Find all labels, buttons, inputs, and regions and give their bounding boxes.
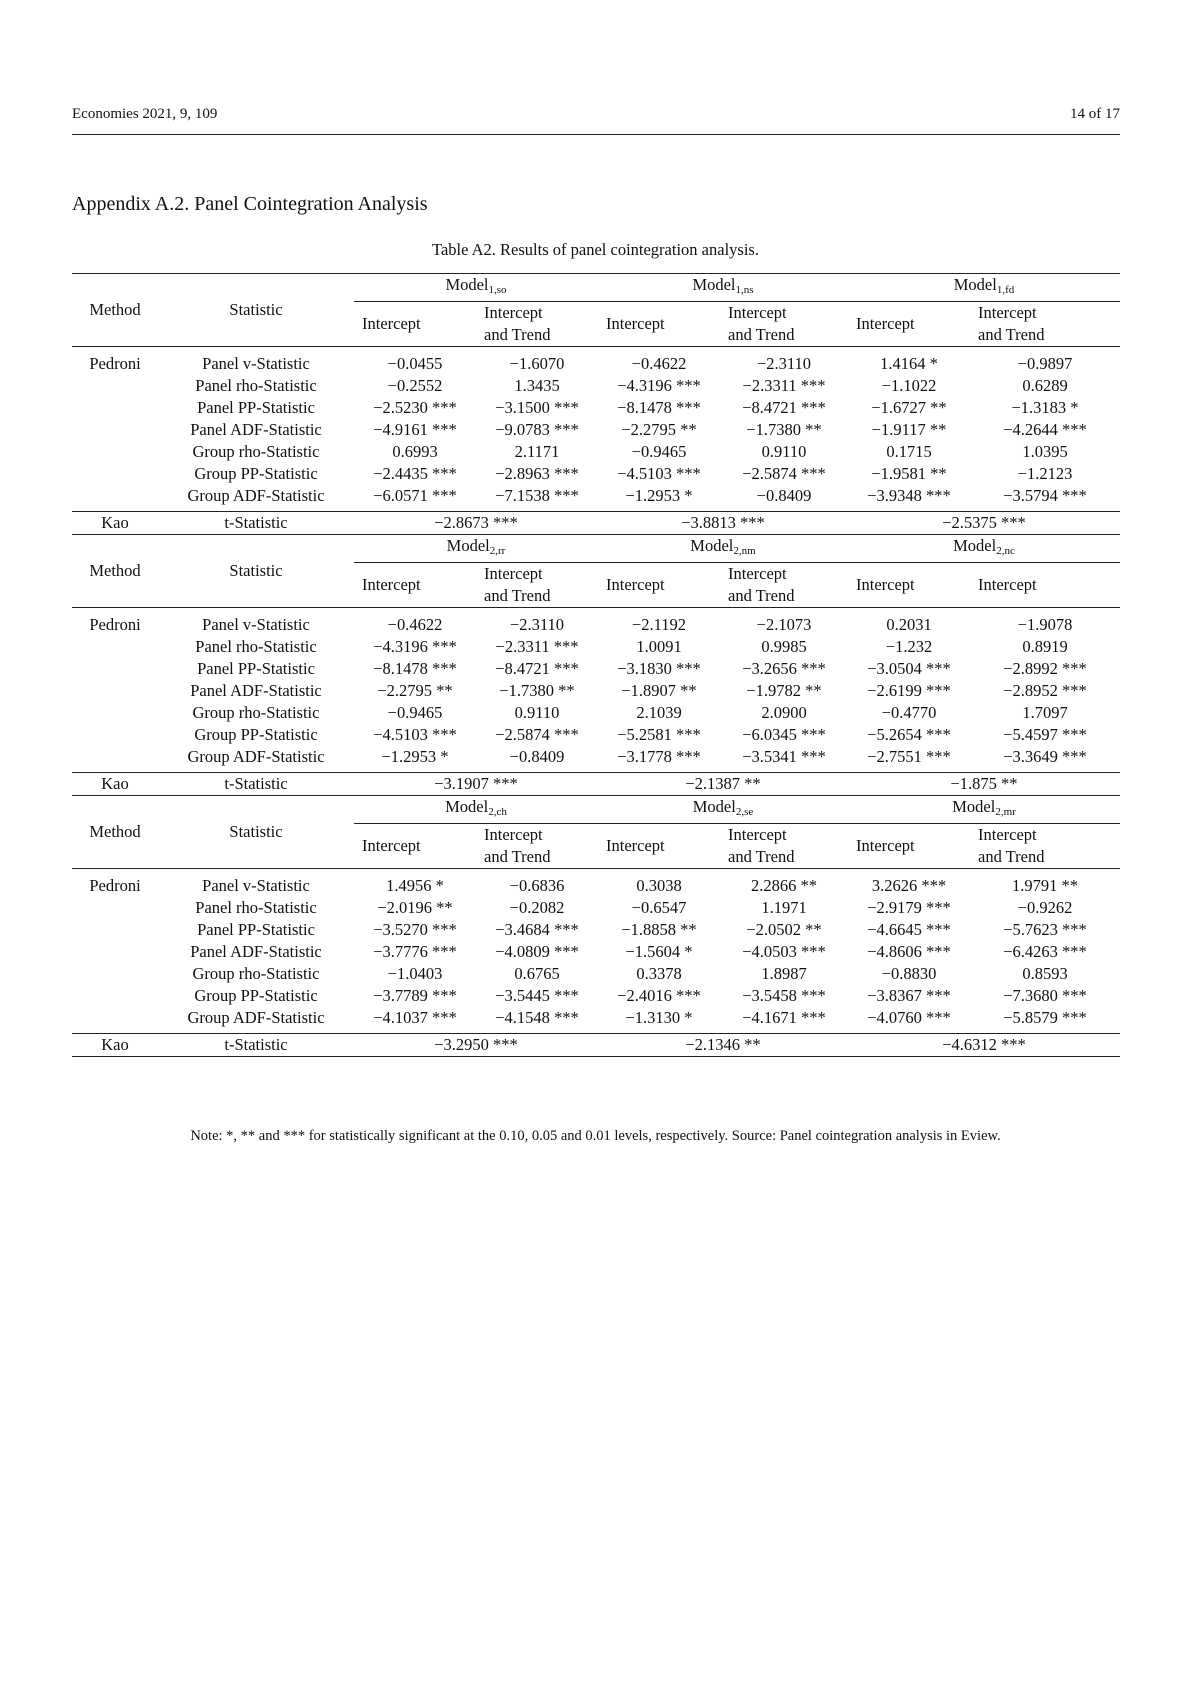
value-cell: −4.5103 *** [617,464,701,483]
header-line: and Trend [484,325,551,344]
value-cell: −1.8907 ** [621,681,697,700]
value-cell: −1.5604 * [625,942,693,961]
page-number: 14 of 17 [1070,106,1120,122]
model-header [848,535,1120,563]
model-name: Model [445,275,489,294]
value-cell: −0.9465 [387,703,443,722]
value-cell: −0.2082 [509,898,565,917]
value-cell: −1.6070 [476,347,598,376]
header-line: Intercept [728,564,787,583]
model-subscript: 2,rr [489,545,506,557]
table-row [72,941,1120,963]
model-header-row [72,535,1120,563]
statistic-cell: Group ADF-Statistic [187,486,325,505]
table-note: Note: *, ** and *** for statistically significant at the 0.10, 0.05 and 0.01 levels, respectively. Source: Panel cointegration analysis in Eview. [190,1128,1001,1144]
statistic-cell: Group rho-Statistic [192,964,320,983]
model-subscript: 1,so [488,284,507,296]
model-header [354,274,598,302]
model-name: Model [952,797,996,816]
value-cell: −4.5103 *** [373,725,457,744]
empty-cell [72,463,158,485]
table-row [72,375,1120,397]
intercept-header: Intercept [362,575,421,594]
method-cell: Pedroni [72,869,158,898]
method-header: Method [89,561,141,580]
statistic-cell: Group ADF-Statistic [187,1008,325,1027]
table-row [72,963,1120,985]
value-cell: −3.5270 *** [373,920,457,939]
empty-cell [72,941,158,963]
model-subscript: 1,fd [996,284,1015,296]
model-header [848,796,1120,824]
empty-cell [72,985,158,1007]
table-row [72,1007,1120,1034]
value-cell: −2.5230 *** [373,398,457,417]
method-cell: Kao [72,773,158,796]
value-cell: −3.2950 *** [354,1034,598,1057]
method-header: Method [89,822,141,841]
table-row [72,680,1120,702]
kao-row [72,773,1120,796]
table-row [72,724,1120,746]
value-cell: −1.2953 * [381,747,449,766]
value-cell: 1.7097 [1022,703,1068,722]
model-header [598,535,848,563]
value-cell: −2.3311 *** [742,376,826,395]
value-cell: −3.0504 *** [867,659,951,678]
intercept-header: Intercept [362,836,421,855]
model-header-row [72,274,1120,302]
value-cell: −2.8992 *** [1003,659,1087,678]
model-subscript: 2,nm [733,545,756,557]
table-row [72,636,1120,658]
value-cell: −8.1478 *** [617,398,701,417]
value-cell: 0.8593 [1022,964,1068,983]
table-caption: Table A2. Results of panel cointegration analysis. [432,240,759,259]
value-cell: −0.9897 [970,347,1120,376]
value-cell: −2.2795 ** [377,681,453,700]
value-cell: −2.1346 ** [598,1034,848,1057]
statistic-cell: t-Statistic [158,512,354,535]
statistic-cell: t-Statistic [158,773,354,796]
value-cell: −0.4770 [881,703,937,722]
empty-cell [72,419,158,441]
value-cell: 1.8987 [761,964,807,983]
intercept-trend-header [970,302,1120,347]
empty-cell [72,636,158,658]
empty-cell [72,897,158,919]
table-row [72,897,1120,919]
value-cell: −2.8952 *** [1003,681,1087,700]
table-row [72,658,1120,680]
value-cell: −3.5794 *** [1003,486,1087,505]
intercept-header: Intercept [856,314,915,333]
value-cell: 0.8919 [1022,637,1068,656]
intercept-header: Intercept [606,836,665,855]
value-cell: −0.2552 [387,376,443,395]
statistic-cell: Group ADF-Statistic [187,747,325,766]
intercept-trend-header [476,824,598,869]
value-cell: −5.2654 *** [867,725,951,744]
value-cell: 0.9985 [761,637,807,656]
statistic-cell: t-Statistic [158,1034,354,1057]
table-row [72,608,1120,637]
journal-citation: Economies 2021, 9, 109 [72,106,218,122]
value-cell: −2.5375 *** [848,512,1120,535]
intercept-trend-header [970,824,1120,869]
statistic-cell: Panel PP-Statistic [197,659,315,678]
value-cell: −0.4622 [354,608,476,637]
value-cell: −1.1022 [881,376,937,395]
table-row [72,485,1120,512]
value-cell: −2.3311 *** [495,637,579,656]
value-cell: 0.6993 [392,442,438,461]
model-name: Model [445,797,489,816]
method-cell: Pedroni [72,608,158,637]
table-row [72,441,1120,463]
table-row [72,419,1120,441]
value-cell: −5.2581 *** [617,725,701,744]
value-cell: 0.1715 [886,442,932,461]
value-cell: 2.1039 [636,703,682,722]
value-cell: 2.1171 [514,442,560,461]
statistic-cell: Panel v-Statistic [158,608,354,637]
table-row [72,397,1120,419]
value-cell: −0.6836 [476,869,598,898]
model-name: Model [692,275,736,294]
intercept-header: Intercept [606,575,665,594]
value-cell: −1.875 ** [848,773,1120,796]
statistic-header: Statistic [158,274,354,347]
statistic-cell: Panel rho-Statistic [195,637,317,656]
value-cell: −1.9581 ** [871,464,947,483]
intercept-trend-header [720,302,848,347]
value-cell: −5.7623 *** [1003,920,1087,939]
empty-cell [72,375,158,397]
intercept-header: Intercept [362,314,421,333]
value-cell: −4.1037 *** [373,1008,457,1027]
model-name: Model [690,536,734,555]
value-cell: −7.3680 *** [1003,986,1087,1005]
model-header [848,274,1120,302]
header-line: Intercept [728,825,787,844]
cointegration-table [72,273,1120,1057]
model-subscript: 2,mr [995,806,1016,818]
value-cell: −3.8813 *** [598,512,848,535]
statistic-cell: Panel v-Statistic [158,869,354,898]
empty-cell [72,724,158,746]
value-cell: −8.4721 *** [742,398,826,417]
value-cell: −1.232 [885,637,933,656]
intercept-trend-header [476,302,598,347]
value-cell: −4.3196 *** [617,376,701,395]
value-cell: −2.4016 *** [617,986,701,1005]
value-cell: −2.5874 *** [495,725,579,744]
value-cell: 1.1971 [761,898,807,917]
value-cell: 0.9110 [514,703,560,722]
value-cell: −1.2123 [1017,464,1073,483]
value-cell: −2.6199 *** [867,681,951,700]
value-cell: −2.1073 [720,608,848,637]
statistic-cell: Panel ADF-Statistic [190,942,322,961]
header-line: Intercept [978,303,1037,322]
value-cell: −1.8858 ** [621,920,697,939]
value-cell: 0.6765 [514,964,560,983]
model-header [598,796,848,824]
value-cell: −4.6312 *** [848,1034,1120,1057]
table-row [72,702,1120,724]
value-cell: −2.3110 [720,347,848,376]
value-cell: −4.3196 *** [373,637,457,656]
header-line: and Trend [484,586,551,605]
value-cell: 1.0091 [636,637,682,656]
empty-cell [72,397,158,419]
value-cell: −3.5458 *** [742,986,826,1005]
intercept-trend-header [720,824,848,869]
table-row [72,463,1120,485]
value-cell: −8.4721 *** [495,659,579,678]
statistic-cell: Panel rho-Statistic [195,898,317,917]
model-name: Model [446,536,490,555]
value-cell: −2.1192 [598,608,720,637]
empty-cell [72,441,158,463]
value-cell: −6.0345 *** [742,725,826,744]
header-line: and Trend [978,325,1045,344]
value-cell: −3.5445 *** [495,986,579,1005]
empty-cell [72,702,158,724]
intercept-trend-header [720,563,848,608]
table-row [72,985,1120,1007]
value-cell: −4.2644 *** [1003,420,1087,439]
value-cell: −4.0760 *** [867,1008,951,1027]
value-cell: 0.3038 [598,869,720,898]
value-cell: −1.7380 ** [499,681,575,700]
empty-cell [72,680,158,702]
value-cell: −2.9179 *** [867,898,951,917]
value-cell: −2.7551 *** [867,747,951,766]
model-name: Model [953,275,997,294]
value-cell: −1.9078 [970,608,1120,637]
value-cell: −8.1478 *** [373,659,457,678]
intercept-header: Intercept [856,836,915,855]
value-cell: −4.0503 *** [742,942,826,961]
method-cell: Pedroni [72,347,158,376]
value-cell: −3.1907 *** [354,773,598,796]
value-cell: −6.0571 *** [373,486,457,505]
header-line: Intercept [978,825,1037,844]
model-header [598,274,848,302]
value-cell: −6.4263 *** [1003,942,1087,961]
value-cell: −3.5341 *** [742,747,826,766]
value-cell: −0.9465 [631,442,687,461]
value-cell: −7.1538 *** [495,486,579,505]
value-cell: −2.4435 *** [373,464,457,483]
empty-cell [72,963,158,985]
value-cell: −2.3110 [476,608,598,637]
value-cell: −1.9782 ** [746,681,822,700]
model-header-row [72,796,1120,824]
header-line: Intercept [484,303,543,322]
header-line: Intercept [484,825,543,844]
statistic-cell: Panel ADF-Statistic [190,681,322,700]
value-cell: −1.3183 * [1011,398,1079,417]
header-line: Intercept [484,564,543,583]
section-title: Appendix A.2. Panel Cointegration Analysis [72,193,428,215]
value-cell: −1.2953 * [625,486,693,505]
value-cell: −3.1830 *** [617,659,701,678]
method-cell: Kao [72,1034,158,1057]
value-cell: −1.3130 * [625,1008,693,1027]
kao-row [72,512,1120,535]
value-cell: 1.4164 * [848,347,970,376]
value-cell: −4.8606 *** [867,942,951,961]
value-cell: −3.1500 *** [495,398,579,417]
statistic-cell: Group PP-Statistic [194,725,318,744]
value-cell: −2.8963 *** [495,464,579,483]
value-cell: −1.7380 ** [746,420,822,439]
value-cell: 3.2626 *** [848,869,970,898]
value-cell: 1.3435 [514,376,560,395]
value-cell: −9.0783 *** [495,420,579,439]
value-cell: 0.3378 [636,964,682,983]
header-line: and Trend [728,586,795,605]
value-cell: −2.1387 ** [598,773,848,796]
statistic-cell: Group rho-Statistic [192,442,320,461]
statistic-cell: Panel ADF-Statistic [190,420,322,439]
value-cell: −3.2656 *** [742,659,826,678]
statistic-cell: Group PP-Statistic [194,986,318,1005]
value-cell: −3.7789 *** [373,986,457,1005]
value-cell: −0.8409 [509,747,565,766]
value-cell: −2.8673 *** [354,512,598,535]
statistic-cell: Group PP-Statistic [194,464,318,483]
value-cell: −1.6727 ** [871,398,947,417]
header-line: and Trend [728,325,795,344]
model-subscript: 2,se [735,806,754,818]
method-cell: Kao [72,512,158,535]
value-cell: 2.0900 [761,703,807,722]
value-cell: 2.2866 ** [720,869,848,898]
model-header [354,535,598,563]
method-header: Method [72,274,158,347]
value-cell: −4.0809 *** [495,942,579,961]
running-header [72,104,1120,135]
table-row [72,347,1120,376]
value-cell: 1.4956 * [354,869,476,898]
value-cell: −3.3649 *** [1003,747,1087,766]
statistic-cell: Panel v-Statistic [158,347,354,376]
header-line: Intercept [728,303,787,322]
model-header [354,796,598,824]
intercept-header: Intercept [606,314,665,333]
empty-cell [72,746,158,773]
value-cell: 1.0395 [1022,442,1068,461]
value-cell: −4.1671 *** [742,1008,826,1027]
header-line: and Trend [728,847,795,866]
value-cell: −2.5874 *** [742,464,826,483]
value-cell: −2.0196 ** [377,898,453,917]
value-cell: −0.4622 [598,347,720,376]
statistic-cell: Group rho-Statistic [192,703,320,722]
value-cell: −3.9348 *** [867,486,951,505]
model-subscript: 2,ch [488,806,507,818]
table-row [72,746,1120,773]
model-subscript: 2,nc [996,545,1015,557]
statistic-header: Statistic [229,822,283,841]
value-cell: −1.9117 ** [871,420,947,439]
value-cell: 0.2031 [848,608,970,637]
value-cell: −4.1548 *** [495,1008,579,1027]
value-cell: −3.1778 *** [617,747,701,766]
value-cell: −5.8579 *** [1003,1008,1087,1027]
kao-row [72,1034,1120,1057]
model-name: Model [953,536,997,555]
model-subscript: 1,ns [735,284,754,296]
value-cell: −4.6645 *** [867,920,951,939]
intercept-header: Intercept [978,575,1037,594]
statistic-cell: Panel rho-Statistic [195,376,317,395]
value-cell: −0.8830 [881,964,937,983]
empty-cell [72,1007,158,1034]
value-cell: −0.6547 [631,898,687,917]
value-cell: −3.7776 *** [373,942,457,961]
value-cell: −2.0502 ** [746,920,822,939]
empty-cell [72,919,158,941]
value-cell: 0.9110 [761,442,807,461]
table-row [72,869,1120,898]
statistic-header: Statistic [229,561,283,580]
value-cell: −0.9262 [1017,898,1073,917]
header-line: and Trend [978,847,1045,866]
header-line: and Trend [484,847,551,866]
statistic-cell: Panel PP-Statistic [197,398,315,417]
model-name: Model [692,797,736,816]
value-cell: −0.8409 [756,486,812,505]
intercept-trend-header [476,563,598,608]
value-cell: −3.8367 *** [867,986,951,1005]
value-cell: −5.4597 *** [1003,725,1087,744]
value-cell: 1.9791 ** [970,869,1120,898]
value-cell: −1.0403 [387,964,443,983]
value-cell: −2.2795 ** [621,420,697,439]
table-row [72,919,1120,941]
value-cell: −4.9161 *** [373,420,457,439]
value-cell: −0.0455 [354,347,476,376]
value-cell: −3.4684 *** [495,920,579,939]
empty-cell [72,658,158,680]
intercept-header: Intercept [856,575,915,594]
statistic-cell: Panel PP-Statistic [197,920,315,939]
empty-cell [72,485,158,512]
value-cell: 0.6289 [1022,376,1068,395]
